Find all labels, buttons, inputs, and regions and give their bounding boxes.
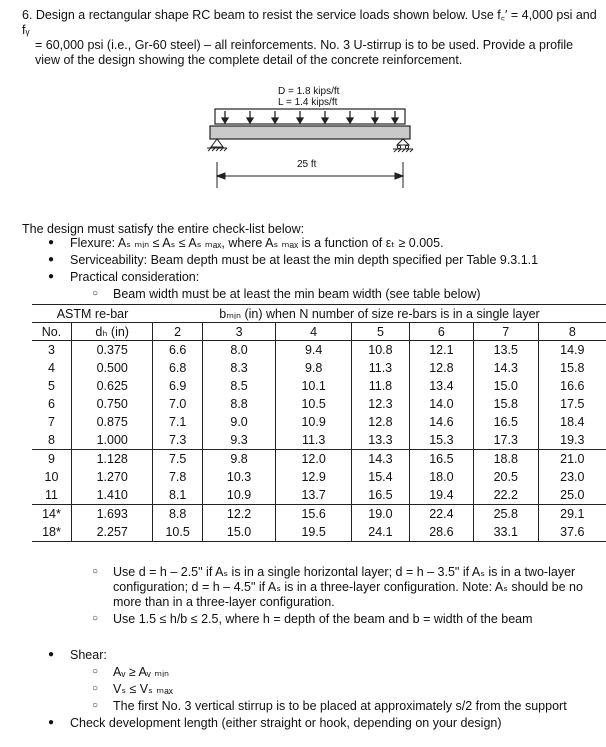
bar-diameter-cell: 2.257 [71, 523, 153, 542]
circle-bullet-icon: ○ [92, 613, 99, 624]
bmin-cell: 15.4 [351, 468, 409, 486]
bmin-cell: 15.0 [473, 377, 538, 395]
bullet-icon: ● [48, 237, 55, 248]
circle-bullet-icon: ○ [92, 700, 99, 711]
bmin-cell: 25.8 [473, 505, 538, 524]
bar-number-cell: 5 [32, 377, 71, 395]
bar-diameter-cell: 0.875 [71, 413, 153, 431]
col-no-header: No. [32, 323, 71, 341]
bmin-cell: 14.3 [473, 359, 538, 377]
flexure-item: Flexure: Aₛ ₘᵢₙ ≤ Aₛ ≤ Aₛ ₘₐₓ, where Aₛ ₘₐₓ is a function of εₜ ≥ 0.005. [70, 236, 444, 250]
bmin-cell: 14.3 [351, 450, 409, 469]
serviceability-item: Serviceability: Beam depth must be at least the min depth specified per Table 9.3.1.1 [70, 253, 539, 267]
table-row [32, 486, 606, 505]
n-header: 7 [473, 323, 538, 341]
bmin-cell: 14.6 [409, 413, 473, 431]
bmin-cell: 16.5 [351, 486, 409, 505]
bmin-cell: 9.8 [202, 450, 276, 469]
circle-bullet-icon: ○ [92, 666, 99, 677]
bmin-cell: 7.8 [153, 468, 202, 486]
circle-bullet-icon: ○ [92, 566, 99, 577]
bmin-cell: 12.9 [276, 468, 352, 486]
n-header: 2 [153, 323, 202, 341]
bmin-cell: 16.5 [473, 413, 538, 431]
bmin-cell: 14.9 [560, 343, 585, 357]
bmin-cell: 18.0 [409, 468, 473, 486]
bmin-cell: 15.8 [473, 395, 538, 413]
bar-number-cell: 8 [32, 431, 71, 450]
bmin-cell: 19.0 [351, 505, 409, 524]
bmin-header: bₘᵢₙ (in) when N number of size re-bars is in a single layer [153, 305, 606, 323]
checklist-intro: The design must satisfy the entire check-list below: [22, 222, 305, 236]
bar-diameter-cell: 1.128 [71, 450, 153, 469]
bmin-cell: 8.3 [202, 359, 276, 377]
shear-item-2: Vₛ ≤ Vₛ ₘₐₓ [113, 682, 173, 696]
n-header: 4 [276, 323, 352, 341]
table-row [32, 359, 606, 377]
table-header-row [32, 323, 606, 341]
bar-number-cell: 11 [32, 486, 71, 505]
bar-number-cell: 10 [32, 468, 71, 486]
bullet-icon: ● [48, 271, 55, 282]
problem-statement [22, 8, 602, 68]
bmin-cell: 10.9 [202, 486, 276, 505]
bmin-cell: 22.2 [473, 486, 538, 505]
bmin-cell: 13.5 [473, 341, 538, 360]
col-db-header: dₕ (in) [71, 323, 153, 341]
bar-diameter-cell: 0.625 [71, 377, 153, 395]
bmin-cell: 18.4 [560, 415, 585, 429]
bullet-icon: ● [48, 649, 55, 660]
bmin-cell: 20.5 [473, 468, 538, 486]
bar-number-cell: 9 [32, 450, 71, 469]
problem-line-1: 6. Design a rectangular shape RC beam to resist the service loads shown below. Use f꜀′ = 4,000 psi and fᵧ [22, 8, 597, 37]
bar-diameter-cell: 1.410 [71, 486, 153, 505]
bmin-cell: 8.8 [202, 395, 276, 413]
bmin-cell: 29.1 [560, 507, 585, 521]
bmin-cell: 12.0 [276, 450, 352, 469]
problem-line-2: = 60,000 psi (i.e., Gr-60 steel) – all reinforcements. No. 3 U-stirrup is to be used. Provide a profile [35, 38, 574, 52]
bar-number-cell: 4 [32, 359, 71, 377]
n-header: 6 [409, 323, 473, 341]
bmin-cell: 33.1 [473, 523, 538, 542]
beam-width-item: Beam width must be at least the min beam width (see table below) [113, 287, 481, 301]
bar-diameter-cell: 0.500 [71, 359, 153, 377]
bmin-cell: 10.5 [276, 395, 352, 413]
bmin-cell: 13.7 [276, 486, 352, 505]
span-label: 25 ft [297, 159, 317, 170]
bullet-icon: ● [48, 717, 55, 728]
bmin-cell: 15.3 [409, 431, 473, 450]
bmin-cell: 12.2 [202, 505, 276, 524]
table-row [32, 450, 606, 469]
bar-diameter-cell: 1.693 [71, 505, 153, 524]
bmin-cell: 18.8 [473, 450, 538, 469]
bmin-cell: 10.1 [276, 377, 352, 395]
bmin-cell: 7.0 [153, 395, 202, 413]
bmin-cell: 19.5 [276, 523, 352, 542]
bar-number-cell: 6 [32, 395, 71, 413]
circle-bullet-icon: ○ [92, 288, 99, 299]
bmin-cell: 25.0 [538, 486, 606, 505]
bmin-cell: 8.8 [153, 505, 202, 524]
bmin-cell: 11.3 [351, 359, 409, 377]
bmin-cell: 9.3 [202, 431, 276, 450]
table-row [32, 413, 606, 431]
bmin-cell: 17.5 [560, 397, 585, 411]
table-row [32, 523, 606, 542]
n-header: 3 [202, 323, 276, 341]
bmin-cell: 11.8 [351, 377, 409, 395]
bmin-cell: 11.3 [276, 431, 352, 450]
bmin-cell: 12.8 [409, 359, 473, 377]
bmin-cell: 6.8 [153, 359, 202, 377]
bullet-icon: ● [48, 254, 55, 265]
table-row [32, 377, 606, 395]
bmin-cell: 21.0 [560, 452, 585, 466]
depth-note [113, 565, 583, 610]
rebar-table [32, 304, 606, 542]
bmin-cell: 13.4 [409, 377, 473, 395]
load-labels [278, 86, 339, 108]
bar-number-cell: 18* [32, 523, 71, 542]
bar-diameter-cell: 1.270 [71, 468, 153, 486]
rebar-table-body [32, 341, 606, 542]
roller-support-right [393, 139, 413, 152]
bmin-cell: 24.1 [351, 523, 409, 542]
ratio-note: Use 1.5 ≤ h/b ≤ 2.5, where h = depth of the beam and b = width of the beam [113, 612, 533, 626]
practical-item: Practical consideration: [70, 270, 200, 284]
circle-bullet-icon: ○ [92, 683, 99, 694]
bmin-cell: 10.5 [153, 523, 202, 542]
shear-title: Shear: [70, 648, 107, 662]
bmin-cell: 16.5 [409, 450, 473, 469]
pin-support-left [207, 139, 227, 151]
development-item: Check development length (either straight or hook, depending on your design) [70, 716, 502, 730]
bar-diameter-cell: 1.000 [71, 431, 153, 450]
bmin-cell: 7.3 [153, 431, 202, 450]
table-row [32, 505, 606, 524]
bmin-cell: 13.3 [351, 431, 409, 450]
depth-note-line-2: configuration; d = h – 4.5" if Aₛ is in a three-layer configuration. Note: Aₛ should be no [113, 580, 583, 594]
shear-item-1: Aᵥ ≥ Aᵥ ₘᵢₙ [113, 665, 170, 679]
live-load-label: L = 1.4 kips/ft [278, 97, 338, 108]
bmin-cell: 12.8 [351, 413, 409, 431]
bmin-cell: 8.1 [153, 486, 202, 505]
table-row [32, 395, 606, 413]
bmin-cell: 17.3 [473, 431, 538, 450]
n-header: 5 [351, 323, 409, 341]
depth-note-line-1: Use d = h – 2.5" if Aₛ is in a single horizontal layer; d = h – 3.5" if Aₛ is in a two-layer [113, 565, 576, 579]
bmin-cell: 6.6 [153, 341, 202, 360]
bmin-cell: 10.3 [202, 468, 276, 486]
problem-line-3: view of the design showing the complete detail of the concrete reinforcement. [35, 53, 463, 67]
bmin-cell: 7.1 [153, 413, 202, 431]
shear-item-3: The first No. 3 vertical stirrup is to be placed at approximately s/2 from the support [113, 699, 567, 713]
bar-diameter-cell: 0.375 [71, 341, 153, 360]
bmin-cell: 9.8 [276, 359, 352, 377]
bar-number-cell: 14* [32, 505, 71, 524]
bmin-cell: 14.0 [409, 395, 473, 413]
table-row [32, 431, 606, 450]
load-arrows [222, 111, 398, 123]
n-header: 8 [538, 323, 606, 341]
dead-load-label: D = 1.8 kips/ft [278, 86, 340, 97]
bmin-cell: 19.4 [409, 486, 473, 505]
bmin-cell: 9.0 [202, 413, 276, 431]
beam [210, 126, 410, 139]
bmin-cell: 7.5 [153, 450, 202, 469]
table-row [32, 468, 606, 486]
bar-diameter-cell: 0.750 [71, 395, 153, 413]
bmin-cell: 8.0 [202, 341, 276, 360]
bar-number-cell: 7 [32, 413, 71, 431]
bmin-cell: 15.0 [202, 523, 276, 542]
bmin-cell: 12.1 [409, 341, 473, 360]
bmin-cell: 22.4 [409, 505, 473, 524]
table-row [32, 341, 606, 360]
bar-number-cell: 3 [32, 341, 71, 360]
bmin-cell: 19.3 [538, 431, 606, 450]
bmin-cell: 8.5 [202, 377, 276, 395]
depth-note-line-3: more than in a three-layer configuration. [113, 595, 335, 609]
bmin-cell: 37.6 [538, 523, 606, 542]
bmin-cell: 9.4 [276, 341, 352, 360]
bmin-cell: 28.6 [409, 523, 473, 542]
bmin-cell: 16.6 [560, 379, 585, 393]
astm-header: ASTM re-bar [32, 305, 153, 323]
bmin-cell: 12.3 [351, 395, 409, 413]
bmin-cell: 23.0 [560, 470, 585, 484]
bmin-cell: 10.9 [276, 413, 352, 431]
bmin-cell: 10.8 [351, 341, 409, 360]
bmin-cell: 6.9 [153, 377, 202, 395]
bmin-cell: 15.6 [276, 505, 352, 524]
bmin-cell: 15.8 [560, 361, 585, 375]
